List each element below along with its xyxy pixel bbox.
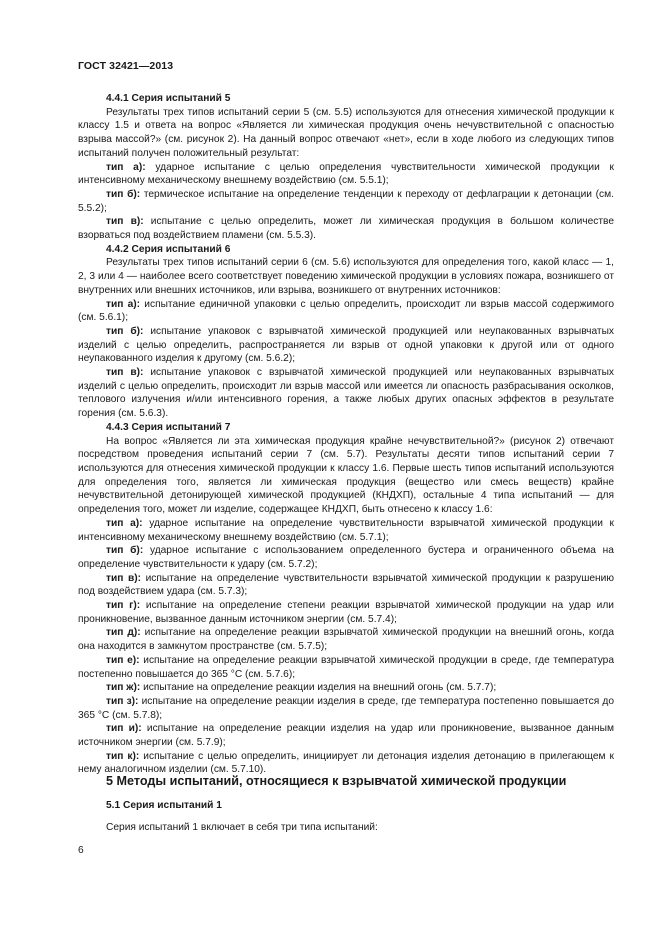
test-type-item xyxy=(78,366,614,421)
body-paragraph: Результаты трех типов испытаний серии 6 (см. 5.6) используются для определения того, какой класс — 1, 2, 3 или 4 — наиболее всего соответствует поведению химической продукции в условиях пожара, возникшего от внутренних или внешних источников, или взрыва, возникшего от внутренних источников: xyxy=(78,257,614,296)
test-type-label: тип б): xyxy=(106,188,141,200)
test-type-item xyxy=(78,544,614,571)
test-type-item xyxy=(78,161,614,188)
test-type-item xyxy=(78,517,614,544)
test-type-description: испытание на определение реакции взрывчатой химической продукции в среде, где температура постепенно повышается до 365 °С (см. 5.7.6); xyxy=(78,654,615,680)
test-type-description: ударное испытание с использованием определенного бустера и ограниченного объема на определение чувствительности к удару (см. 5.7.2); xyxy=(78,545,614,570)
subsection-5-1-text: Серия испытаний 1 включает в себя три типа испытаний: xyxy=(106,822,378,833)
body-text xyxy=(78,92,614,777)
test-type-description: испытание с целью определить, инициирует ли детонация изделия детонацию в прилегающем к нему аналогичном изделии (см. 5.7.10). xyxy=(78,750,614,776)
test-type-label: тип а): xyxy=(106,517,143,529)
test-type-description: испытание на определение реакции изделия на внешний огонь (см. 5.7.7); xyxy=(140,682,497,694)
test-type-description: испытание на определение степени реакции взрывчатой химической продукции на удар или проникновение, вызванное данным источником энергии (см. 5.7.4); xyxy=(78,600,614,625)
body-paragraph: Результаты трех типов испытаний серии 5 (см. 5.5) используются для отнесения химической продукции к классу 1.5 и ответа на вопрос «Является ли химическая продукция очень нечувствительной с опасностью взрыва массой?» (см. рисунок 2). На данный вопрос отвечают «нет», если в ходе любого из следующих типов испытаний получен положительный результат: xyxy=(78,106,614,159)
test-type-description: испытание на определение реакции взрывчатой химической продукции на внешний огонь, когда она находится в замкнутом пространстве (см. 5.7.5); xyxy=(78,627,614,653)
test-type-item xyxy=(78,654,614,681)
test-type-item xyxy=(78,188,614,215)
subsection-5-1-title: 5.1 Серия испытаний 1 xyxy=(106,800,222,811)
page-number: 6 xyxy=(78,845,84,856)
test-type-label: тип з): xyxy=(106,695,139,707)
test-type-item xyxy=(78,681,614,695)
test-type-item xyxy=(78,215,614,242)
test-type-description: испытание на определение реакции изделия в среде, где температура постепенно повышается до 365 °С (см. 5.7.8); xyxy=(78,695,614,721)
test-type-item xyxy=(78,626,614,653)
test-type-description: испытание на определение чувствительности взрывчатой химической продукции к разрушению под воздействием удара (см. 5.7.3); xyxy=(78,572,614,598)
test-type-description: ударное испытание с целью определения чувствительности химической продукции к интенсивному механическому внешнему воздействию (см. 5.5.1); xyxy=(78,161,615,187)
test-type-label: тип а): xyxy=(106,161,146,173)
test-type-label: тип и): xyxy=(106,723,142,735)
subsection-heading: 4.4.2 Серия испытаний 6 xyxy=(106,243,231,255)
test-type-item xyxy=(78,325,614,366)
test-type-label: тип в): xyxy=(106,367,144,379)
body-paragraph: На вопрос «Является ли эта химическая продукция крайне нечувствительной?» (рисунок 2) отвечают посредством проведения испытаний серии 7 (см. 5.7). Результаты десяти типов испытаний серии 7 используются для отнесения химической продукции к классу 1.6. Первые шесть типов испытаний используются для определения того, является ли химическая продукция (вещество или смесь веществ) крайне нечувствительной детонирующей химической продукцией (КНДХП), остальные 4 типа испытаний — для определения того, может ли изделие, содержащее КНДХП, быть отнесено к классу 1.6: xyxy=(78,435,614,516)
test-type-label: тип б): xyxy=(106,325,144,337)
test-type-description: термическое испытание на определение тенденции к переходу от дефлаграции к детонации (см. 5.5.2); xyxy=(78,188,614,214)
test-type-label: тип а): xyxy=(106,298,141,310)
test-type-item xyxy=(78,298,614,325)
test-type-label: тип е): xyxy=(106,654,140,666)
test-type-label: тип б): xyxy=(106,545,144,557)
test-type-label: тип к): xyxy=(106,750,140,762)
subsection-heading: 4.4.1 Серия испытаний 5 xyxy=(106,93,231,104)
test-type-item xyxy=(78,572,614,599)
test-type-label: тип д): xyxy=(106,627,141,639)
test-type-label: тип г): xyxy=(106,600,141,612)
test-type-item xyxy=(78,599,614,626)
test-type-label: тип в): xyxy=(106,572,142,584)
section-5-title: 5 Методы испытаний, относящиеся к взрывчатой химической продукции xyxy=(106,774,567,788)
test-type-item xyxy=(78,695,614,722)
test-type-description: испытание на определение реакции изделия на удар или проникновение, вызванное данным источником энергии (см. 5.7.9); xyxy=(78,723,614,749)
document-header: ГОСТ 32421—2013 xyxy=(78,60,174,72)
test-type-item xyxy=(78,722,614,749)
test-type-label: тип ж): xyxy=(106,682,141,694)
test-type-description: испытание единичной упаковки с целью определить, происходит ли взрыв массой содержимого (см. 5.6.1); xyxy=(78,298,614,324)
test-type-description: испытание упаковок с взрывчатой химической продукцией или неупакованных взрывчатых изделий с целью определить, распространяется ли взрыв от одной упаковки к другой или от одного неупакованного изделия к другому (см. 5.6.2); xyxy=(78,325,614,365)
subsection-heading: 4.4.3 Серия испытаний 7 xyxy=(106,421,231,433)
test-type-description: испытание с целью определить, может ли химическая продукция в большом количестве взорваться под воздействием пламени (см. 5.5.3). xyxy=(78,216,614,242)
test-type-label: тип в): xyxy=(106,216,144,228)
test-type-description: испытание упаковок с взрывчатой химической продукцией или неупакованных взрывчатых изделий с целью определить, происходит ли взрыв массой или имеется ли опасность разбрасывания осколков, теплового излучения и/или интенсивного горения, а также любых других опасных эффектов в результате горения (см. 5.6.3). xyxy=(78,367,614,420)
test-type-description: ударное испытание на определение чувствительности взрывчатой химической продукции к интенсивному механическому внешнему воздействию (см. 5.7.1); xyxy=(78,517,615,543)
